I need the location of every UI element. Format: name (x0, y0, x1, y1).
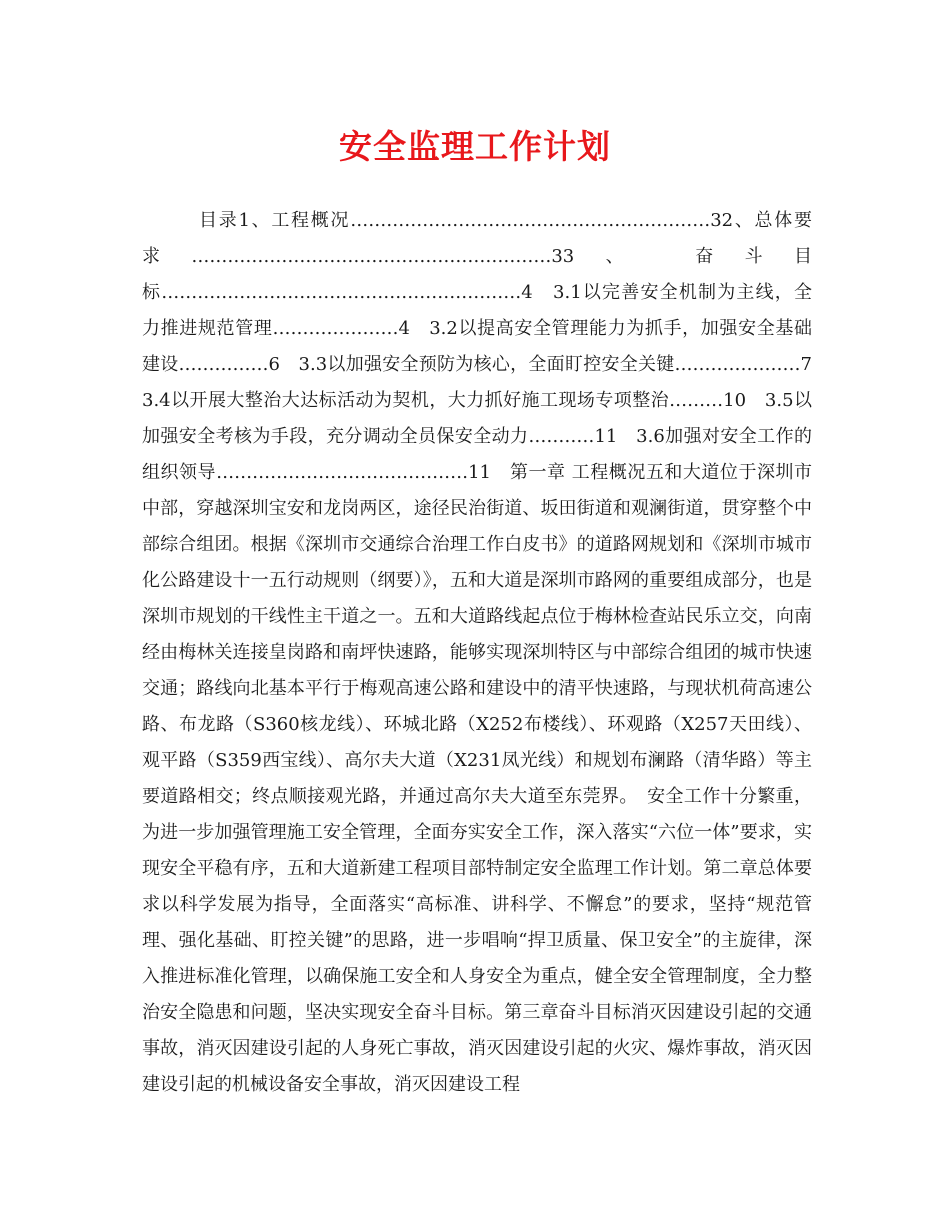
page-title: 安全监理工作计划 (339, 127, 611, 166)
body-paragraph: 目录1、工程概况……………………………………………………32、总体要求……………………………………………………33、 奋斗目标……………………………………………………4 3.1以完善安全机制为主线，全力推进规范管理…………………4 3.2以提高安全管理能力为抓手，加强安全基础建设……………6 3.3以加强安全预防为核心，全面盯控安全关键…………………7 3.4以开展大整治大达标活动为契机，大力抓好施工现场专项整治………10 3.5以加强安全考核为手段，充分调动全员保安全动力………‥11 3.6加强对安全工作的组织领导……………………………………11 第一章 工程概况五和大道位于深圳市中部，穿越深圳宝安和龙岗两区，途径民治街道、坂田街道和观澜街道，贯穿整个中部综合组团。根据《深圳市交通综合治理工作白皮书》的道路网规划和《深圳市城市化公路建设十一五行动规则（纲要）》，五和大道是深圳市路网的重要组成部分，也是深圳市规划的干线性主干道之一。五和大道路线起点位于梅林检查站民乐立交，向南经由梅林关连接皇岗路和南坪快速路，能够实现深圳特区与中部综合组团的城市快速交通；路线向北基本平行于梅观高速公路和建设中的清平快速路，与现状机荷高速公路、布龙路（S360核龙线）、环城北路（X252布楼线）、环观路（X257天田线）、观平路（S359西宝线）、高尔夫大道（X231凤光线）和规划布澜路（清华路）等主要道路相交；终点顺接观光路，并通过高尔夫大道至东莞界。 安全工作十分繁重，为进一步加强管理施工安全管理，全面夯实安全工作，深入落实“六位一体”要求，实现安全平稳有序，五和大道新建工程项目部特制定安全监理工作计划。第二章总体要求以科学发展为指导，全面落实“高标准、讲科学、不懈怠”的要求，坚持“规范管理、强化基础、盯控关键”的思路，进一步唱响“捍卫质量、保卫安全”的主旋律，深入推进标准化管理，以确保施工安全和人身安全为重点，健全安全管理制度，全力整治安全隐患和问题，坚决实现安全奋斗目标。第三章奋斗目标消灭因建设引起的交通事故，消灭因建设引起的人身死亡事故，消灭因建设引起的火灾、爆炸事故，消灭因建设引起的机械设备安全事故，消灭因建设工程 (142, 210, 830, 1095)
